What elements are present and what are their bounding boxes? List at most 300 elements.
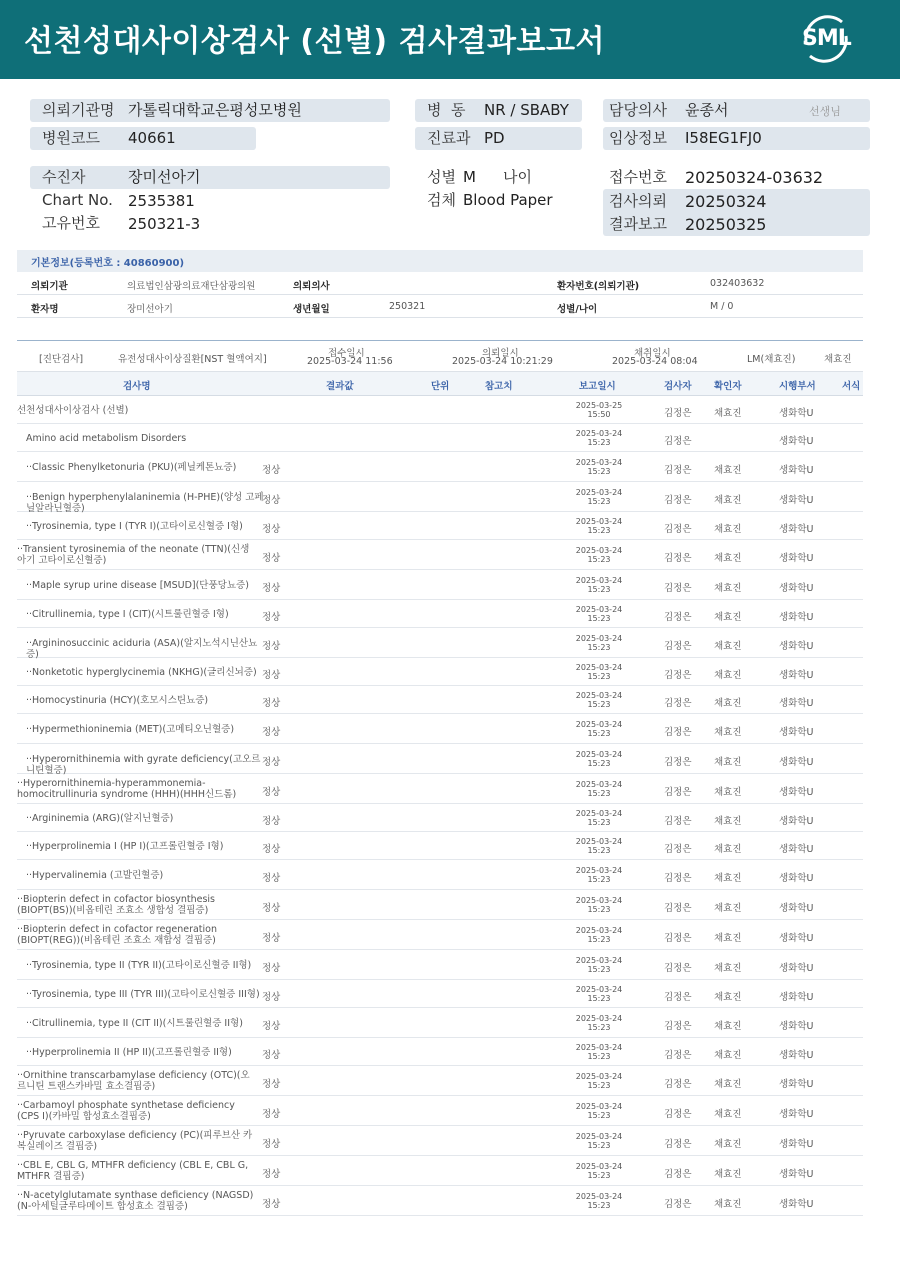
table-row [17,774,863,804]
checker: 채효진 [714,727,742,738]
result-value: 정상 [262,553,281,564]
result-value: 정상 [262,670,281,681]
dept: 생화학U [779,1021,814,1032]
checker: 채효진 [714,698,742,709]
table-row [17,1066,863,1096]
unique-value: 250321-3 [128,215,201,233]
checker: 채효진 [714,1050,742,1061]
basic-info-title: 기본정보(등록번호 : 40860900) [31,258,185,269]
report-datetime [569,809,629,827]
result-value: 정상 [262,465,281,476]
tester: 김정은 [664,1139,692,1150]
checker: 채효진 [714,612,742,623]
report-time: 15:23 [587,555,611,564]
report-datetime [569,1072,629,1090]
dept-value: PD [484,129,505,147]
basic-name-label: 환자명 [31,304,59,315]
report-date: 2025-03-24 [575,1162,623,1171]
table-row [17,714,863,744]
report-date: 2025-03-24 [575,780,623,789]
table-row [17,890,863,920]
table-row [17,628,863,658]
receipt-value: 20250324-03632 [685,168,824,187]
tester: 김정은 [664,436,692,447]
result-value: 정상 [262,963,281,974]
report-time: 15:23 [587,585,611,594]
report-datetime [569,429,629,447]
report-time: 15:23 [587,1111,611,1120]
report-datetime [569,985,629,1003]
table-row [17,804,863,832]
ward-value: NR / SBABY [484,101,569,119]
report-date: 2025-03-24 [575,896,623,905]
test-name: ··Pyruvate carboxylase deficiency (PC)(피루브산 카복실레이즈 결핍증) [17,1130,253,1152]
request-label: 검사의뢰 [609,192,667,210]
table-row [17,744,863,774]
table-row [17,1126,863,1156]
result-value: 정상 [262,1169,281,1180]
table-row [17,452,863,482]
report-label: 결과보고 [609,215,667,233]
report-value: 20250325 [685,215,767,234]
tester: 김정은 [664,698,692,709]
tester: 김정은 [664,1169,692,1180]
tester: 김정은 [664,465,692,476]
col-report-date: 보고일시 [579,381,616,392]
checker: 채효진 [714,553,742,564]
checker: 채효진 [714,495,742,506]
report-datetime [569,663,629,681]
basic-ptno-value: 032403632 [710,278,765,289]
institution-label: 의뢰기관명 [42,101,115,119]
basic-dob-value: 250321 [389,301,426,312]
sex-label: 성별 [427,168,456,186]
tester: 김정은 [664,553,692,564]
test-name: 선천성대사이상검사 (선별) [17,405,129,416]
doctor-value: 윤종서 [685,101,729,119]
report-time: 15:23 [587,467,611,476]
tester: 김정은 [664,933,692,944]
table-row [17,1156,863,1186]
table-row [17,540,863,570]
report-time: 15:23 [587,614,611,623]
table-row [17,980,863,1008]
report-date: 2025-03-24 [575,663,623,672]
report-datetime [569,926,629,944]
report-time: 15:23 [587,935,611,944]
table-row [17,1008,863,1038]
checker: 채효진 [714,1021,742,1032]
test-name: ··Nonketotic hyperglycinemia (NKHG)(글리신뇌증) [26,667,257,678]
report-date: 2025-03-24 [575,517,623,526]
report-time: 15:50 [587,410,611,419]
test-name: ··Citrullinemia, type I (CIT)(시트룰린혈증 I형) [26,609,229,620]
result-value: 정상 [262,583,281,594]
col-dept: 시행부서 [779,381,816,392]
report-datetime [569,458,629,476]
basic-inst-value: 의료법인삼광의료재단삼광의원 [127,281,256,292]
table-row [17,1186,863,1216]
tester: 김정은 [664,495,692,506]
result-value: 정상 [262,698,281,709]
report-time: 15:23 [587,526,611,535]
report-time: 15:23 [587,643,611,652]
report-datetime [569,691,629,709]
col-test-name: 검사명 [123,381,151,392]
report-date: 2025-03-24 [575,1102,623,1111]
report-date: 2025-03-24 [575,1192,623,1201]
report-time: 15:23 [587,700,611,709]
table-row [17,950,863,980]
results-column-header [17,372,863,396]
test-name: ··Tyrosinemia, type III (TYR III)(고타이로신혈증 III형) [26,989,260,1000]
test-name: ··N-acetylglutamate synthase deficiency (NAGSD)(N-아세틸글루타메이트 합성효소 결핍증) [17,1190,254,1212]
dept: 생화학U [779,1139,814,1150]
result-value: 정상 [262,787,281,798]
result-value: 정상 [262,903,281,914]
tester: 김정은 [664,641,692,652]
col-unit: 단위 [431,381,450,392]
ward-label: 병 동 [427,101,466,119]
report-datetime [569,517,629,535]
report-datetime [569,956,629,974]
dept: 생화학U [779,1050,814,1061]
result-value: 정상 [262,816,281,827]
report-datetime [569,605,629,623]
report-date: 2025-03-24 [575,546,623,555]
dept: 생화학U [779,727,814,738]
report-time: 15:23 [587,846,611,855]
chart-label: Chart No. [42,191,113,209]
diagnosis-label: [진단검사] [39,354,84,365]
clinical-label: 임상정보 [609,129,667,147]
dept: 생화학U [779,1079,814,1090]
report-datetime [569,546,629,564]
examinee-value: 장미선아기 [128,168,201,186]
test-name: ··Homocystinuria (HCY)(호모시스틴뇨증) [26,695,209,706]
report-datetime [569,866,629,884]
table-row [17,570,863,600]
report-time: 15:23 [587,1052,611,1061]
tester: 김정은 [664,670,692,681]
dept: 생화학U [779,524,814,535]
diagnosis-receipt-value: 2025-03-24 11:56 [307,356,393,367]
table-row [17,1038,863,1066]
report-time: 15:23 [587,818,611,827]
report-date: 2025-03-24 [575,720,623,729]
table-row [17,424,863,452]
age-label: 나이 [503,168,532,186]
report-datetime [569,576,629,594]
checker: 채효진 [714,963,742,974]
specimen-label: 검체 [427,191,456,209]
examinee-label: 수진자 [42,168,86,186]
dept: 생화학U [779,1169,814,1180]
report-date: 2025-03-24 [575,985,623,994]
test-name: ··Ornithine transcarbamylase deficiency (OTC)(오르니틴 트랜스카바밀 효소결핍증) [17,1070,250,1092]
basic-ptno-label: 환자번호(의뢰기관) [557,281,640,292]
result-value: 정상 [262,844,281,855]
checker: 채효진 [714,816,742,827]
diagnosis-person: 채효진 [824,354,852,365]
test-name: ··Hyperprolinemia I (HP I)(고프롤린혈증 I형) [26,841,224,852]
report-time: 15:23 [587,905,611,914]
tester: 김정은 [664,612,692,623]
report-title: 선천성대사이상검사 (선별) 검사결과보고서 [24,24,605,59]
test-name: ··Benign hyperphenylalaninemia (H-PHE)(양성 고페닐알라닌혈증) [26,492,264,514]
report-date: 2025-03-24 [575,837,623,846]
dept: 생화학U [779,698,814,709]
report-time: 15:23 [587,994,611,1003]
report-date: 2025-03-24 [575,956,623,965]
report-date: 2025-03-24 [575,926,623,935]
tester: 김정은 [664,787,692,798]
checker: 채효진 [714,408,742,419]
report-date: 2025-03-24 [575,1014,623,1023]
report-date: 2025-03-24 [575,866,623,875]
dept: 생화학U [779,787,814,798]
diagnosis-request-label: 의뢰일시 [482,348,519,359]
test-name: ··Citrullinemia, type II (CIT II)(시트룰린혈증 II형) [26,1018,243,1029]
result-value: 정상 [262,641,281,652]
tester: 김정은 [664,873,692,884]
dept: 생화학U [779,992,814,1003]
checker: 채효진 [714,583,742,594]
test-name: ··Transient tyrosinemia of the neonate (TTN)(신생아기 고타이로신혈증) [17,544,250,566]
doctor-label: 담당의사 [609,101,667,119]
test-name: ··Tyrosinemia, type II (TYR II)(고타이로신혈증 II형) [26,960,252,971]
clinical-value: I58EG1FJ0 [685,129,762,147]
table-row [17,686,863,714]
dept: 생화학U [779,903,814,914]
checker: 채효진 [714,670,742,681]
dept: 생화학U [779,963,814,974]
report-time: 15:23 [587,965,611,974]
dept: 생화학U [779,465,814,476]
unique-label: 고유번호 [42,214,100,232]
report-date: 2025-03-25 [575,401,623,410]
checker: 채효진 [714,844,742,855]
tester: 김정은 [664,408,692,419]
dept: 생화학U [779,553,814,564]
dept: 생화학U [779,1109,814,1120]
report-date: 2025-03-24 [575,809,623,818]
dept: 생화학U [779,495,814,506]
result-value: 정상 [262,524,281,535]
report-datetime [569,1192,629,1210]
result-value: 정상 [262,612,281,623]
tester: 김정은 [664,992,692,1003]
diagnosis-row [17,340,863,372]
tester: 김정은 [664,583,692,594]
basic-sexage-label: 성별/나이 [557,304,598,315]
checker: 채효진 [714,992,742,1003]
table-row [17,658,863,686]
test-name: ··Biopterin defect in cofactor biosynthesis (BIOPT(BS))(비옵테린 조효소 생합성 결핍증) [17,894,215,916]
test-name: ··Hyperprolinemia II (HP II)(고프롤린혈증 II형) [26,1047,232,1058]
result-value: 정상 [262,1139,281,1150]
report-time: 15:23 [587,729,611,738]
report-datetime [569,780,629,798]
hospital-code-value: 40661 [128,129,176,147]
table-row [17,396,863,424]
col-reference: 참고치 [485,381,513,392]
report-time: 15:23 [587,672,611,681]
result-value: 정상 [262,495,281,506]
diagnosis-lm: LM(채효진) [747,354,796,365]
dept: 생화학U [779,757,814,768]
test-name: ··Hyperornithinemia with gyrate deficiency(고오르니틴혈증) [26,754,261,776]
report-date: 2025-03-24 [575,1072,623,1081]
tester: 김정은 [664,727,692,738]
tester: 김정은 [664,524,692,535]
chart-value: 2535381 [128,192,195,210]
report-datetime [569,896,629,914]
table-row [17,482,863,512]
report-datetime [569,1014,629,1032]
report-time: 15:23 [587,438,611,447]
diagnosis-receipt-label: 접수일시 [328,348,365,359]
result-value: 정상 [262,757,281,768]
report-date: 2025-03-24 [575,429,623,438]
result-value: 정상 [262,873,281,884]
result-value: 정상 [262,992,281,1003]
basic-info-row-2 [17,295,863,318]
checker: 채효진 [714,873,742,884]
checker: 채효진 [714,641,742,652]
col-result: 결과값 [326,381,354,392]
checker: 채효진 [714,465,742,476]
report-date: 2025-03-24 [575,1043,623,1052]
receipt-label: 접수번호 [609,168,667,186]
report-datetime [569,1102,629,1120]
diagnosis-request-value: 2025-03-24 10:21:29 [452,356,553,367]
test-name: ··Hypermethioninemia (MET)(고메티오닌혈증) [26,724,235,735]
checker: 채효진 [714,1109,742,1120]
report-time: 15:23 [587,1081,611,1090]
tester: 김정은 [664,1050,692,1061]
basic-info-header [17,250,863,272]
tester: 김정은 [664,1021,692,1032]
col-form: 서식 [842,381,861,392]
dept: 생화학U [779,408,814,419]
test-name: Amino acid metabolism Disorders [26,433,187,444]
test-name: ··CBL E, CBL G, MTHFR deficiency (CBL E, CBL G, MTHFR 결핍증) [17,1160,249,1182]
test-name: ··Hypervalinemia (고발린혈증) [26,870,164,881]
result-value: 정상 [262,1021,281,1032]
test-name: ··Hyperornithinemia-hyperammonemia-homocitrullinuria syndrome (HHH)(HHH신드롬) [17,778,237,800]
test-name: ··Classic Phenylketonuria (PKU)(페닐케톤뇨증) [26,462,237,473]
tester: 김정은 [664,1079,692,1090]
table-row [17,512,863,540]
dept-label: 진료과 [427,129,471,147]
diagnosis-collect-label: 채취일시 [634,348,671,359]
checker: 채효진 [714,524,742,535]
checker: 채효진 [714,787,742,798]
hospital-code-label: 병원코드 [42,129,100,147]
col-checker: 확인자 [714,381,742,392]
table-row [17,600,863,628]
report-date: 2025-03-24 [575,750,623,759]
report-date: 2025-03-24 [575,488,623,497]
result-value: 정상 [262,1109,281,1120]
report-date: 2025-03-24 [575,634,623,643]
diagnosis-test: 유전성대사이상질환[NST 혈액여지] [118,354,267,365]
dept: 생화학U [779,844,814,855]
basic-sexage-value: M / 0 [710,301,734,312]
report-time: 15:23 [587,497,611,506]
table-row [17,832,863,860]
tester: 김정은 [664,1199,692,1210]
report-date: 2025-03-24 [575,691,623,700]
report-header [0,0,900,79]
specimen-value: Blood Paper [463,191,553,209]
test-name: ··Maple syrup urine disease [MSUD](단풍당뇨증) [26,580,249,591]
report-datetime [569,1162,629,1180]
checker: 채효진 [714,1139,742,1150]
test-name: ··Argininemia (ARG)(알지닌혈증) [26,813,174,824]
report-time: 15:23 [587,759,611,768]
dept: 생화학U [779,873,814,884]
result-value: 정상 [262,727,281,738]
col-tester: 검사자 [664,381,692,392]
checker: 채효진 [714,1199,742,1210]
checker: 채효진 [714,757,742,768]
tester: 김정은 [664,844,692,855]
dept: 생화학U [779,583,814,594]
sml-logo-text: SML [802,26,851,51]
checker: 채효진 [714,1079,742,1090]
test-name: ··Biopterin defect in cofactor regeneration (BIOPT(REG))(비옵테린 조효소 재합성 결핍증) [17,924,218,946]
basic-info-row-1 [17,272,863,295]
dept: 생화학U [779,933,814,944]
dept: 생화학U [779,816,814,827]
checker: 채효진 [714,933,742,944]
result-value: 정상 [262,1050,281,1061]
dept: 생화학U [779,670,814,681]
test-name: ··Carbamoyl phosphate synthetase deficiency (CPS I)(카바밀 합성효소결핍증) [17,1100,235,1122]
basic-dob-label: 생년월일 [293,304,330,315]
result-value: 정상 [262,1199,281,1210]
report-datetime [569,750,629,768]
tester: 김정은 [664,757,692,768]
checker: 채효진 [714,1169,742,1180]
sex-value: M [463,168,476,186]
test-name: ··Tyrosinemia, type I (TYR I)(고타이로신혈증 I형) [26,521,243,532]
result-value: 정상 [262,933,281,944]
report-time: 15:23 [587,1023,611,1032]
dept: 생화학U [779,612,814,623]
dept: 생화학U [779,641,814,652]
report-datetime [569,720,629,738]
table-row [17,860,863,890]
report-date: 2025-03-24 [575,605,623,614]
report-time: 15:23 [587,1141,611,1150]
report-date: 2025-03-24 [575,458,623,467]
tester: 김정은 [664,903,692,914]
basic-name-value: 장미선아기 [127,304,173,315]
checker: 채효진 [714,903,742,914]
basic-doctor-label: 의뢰의사 [293,281,330,292]
report-time: 15:23 [587,789,611,798]
result-value: 정상 [262,1079,281,1090]
report-date: 2025-03-24 [575,1132,623,1141]
tester: 김정은 [664,963,692,974]
institution-value: 가톨릭대학교은평성모병원 [128,101,302,119]
report-datetime [569,401,629,419]
doctor-suffix: 선생님 [809,105,841,118]
report-time: 15:23 [587,1201,611,1210]
